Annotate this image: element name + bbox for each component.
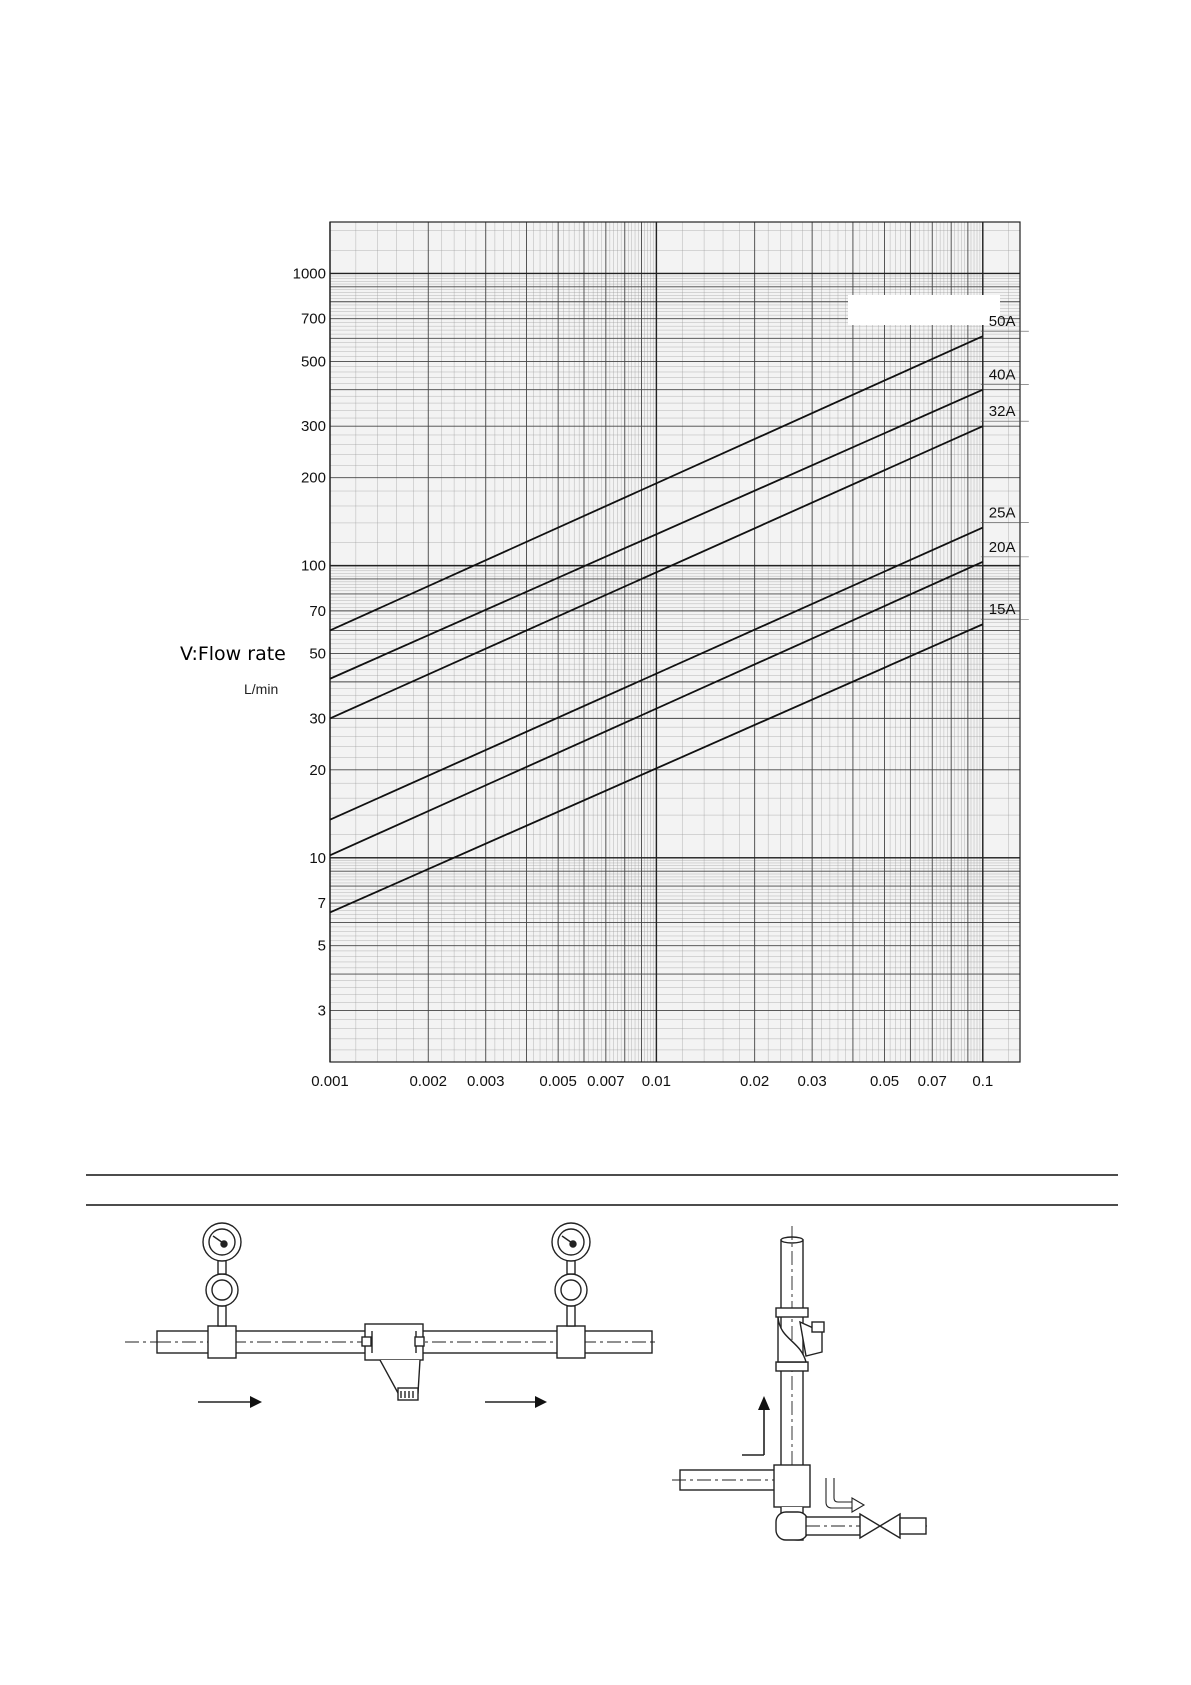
horizontal-piping-drawing [125, 1223, 655, 1408]
y-tick-label: 700 [300, 310, 326, 328]
series-label-25A: 25A [988, 504, 1016, 522]
x-tick-label: 0.01 [641, 1073, 672, 1090]
y-tick-label: 20 [309, 761, 326, 779]
drain-flow-arrow [826, 1478, 864, 1512]
x-tick-labels [311, 1073, 993, 1090]
upward-flow-arrow [742, 1396, 770, 1455]
x-tick-label: 0.1 [972, 1073, 994, 1090]
strainer [362, 1324, 424, 1400]
y-tick-label: 300 [300, 418, 326, 436]
y-tick-label: 1000 [292, 265, 326, 283]
y-axis-unit: L/min [244, 681, 279, 697]
flow-direction-arrow [485, 1396, 547, 1408]
legend-box [848, 295, 1000, 325]
x-tick-label: 0.007 [587, 1073, 625, 1090]
y-tick-label: 5 [317, 937, 326, 955]
x-tick-label: 0.03 [797, 1073, 827, 1090]
y-tick-label: 500 [300, 353, 326, 371]
series-label-15A: 15A [988, 601, 1016, 619]
x-tick-label: 0.003 [466, 1073, 505, 1090]
horizontal-pipe [157, 1331, 652, 1353]
y-tick-label: 50 [309, 645, 326, 663]
y-tick-label: 30 [309, 710, 326, 728]
vertical-pipe [781, 1240, 803, 1480]
pressure-gauge-right [552, 1223, 590, 1358]
x-tick-label: 0.05 [869, 1073, 900, 1090]
series-label-50A: 50A [988, 313, 1016, 331]
x-tick-label: 0.005 [539, 1073, 577, 1090]
series-label-40A: 40A [988, 366, 1016, 384]
flow-direction-arrow [198, 1396, 262, 1408]
y-tick-label: 70 [309, 602, 326, 620]
y-tick-labels [293, 265, 326, 1019]
side-inlet-pipe [680, 1470, 781, 1490]
y-tick-label: 10 [309, 849, 326, 867]
x-tick-label: 0.001 [311, 1073, 349, 1090]
drain-pipe [806, 1517, 861, 1535]
vertical-strainer [800, 1322, 822, 1356]
y-tick-label: 7 [317, 895, 326, 913]
drain-valve [860, 1514, 900, 1538]
x-tick-label: 0.002 [409, 1073, 448, 1090]
y-axis-label: V:Flow rate [180, 643, 286, 665]
x-tick-label: 0.02 [740, 1073, 770, 1090]
pressure-gauge-left [203, 1223, 241, 1358]
vertical-piping-drawing [672, 1226, 930, 1540]
series-label-32A: 32A [988, 403, 1016, 421]
x-tick-label: 0.07 [917, 1073, 947, 1090]
y-tick-label: 200 [300, 469, 326, 487]
y-tick-label: 3 [317, 1002, 326, 1020]
series-label-20A: 20A [988, 538, 1016, 556]
y-tick-label: 100 [300, 557, 326, 575]
